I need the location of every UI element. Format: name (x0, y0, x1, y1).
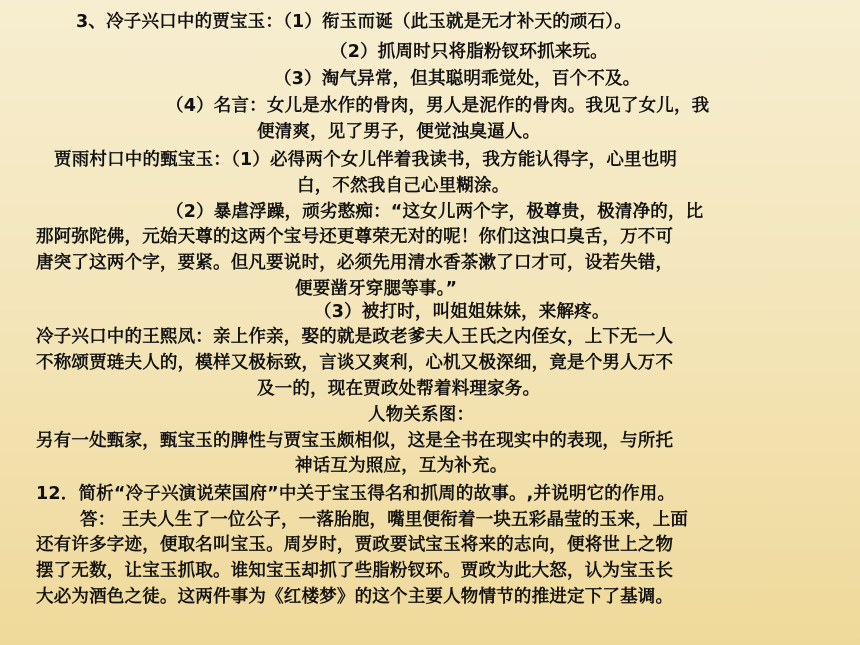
text-line-8: （2）暴虐浮躁，顽劣憨痴：“这女儿两个字，极尊贵，极清净的，比 (166, 202, 704, 222)
text-line-22: 摆了无数，让宝玉抓取。谁知宝玉却抓了些脂粉钗环。贾政为此大怒，认为宝玉长 (36, 561, 674, 581)
text-line-6: 贾雨村口中的甄宝玉：（1）必得两个女儿伴着我读书，我方能认得字，心里也明 (54, 150, 678, 170)
text-line-15: 及一的，现在贾政处帮着料理家务。 (257, 379, 541, 399)
text-line-11: 便要凿牙穿腮等事。” (295, 279, 458, 299)
text-line-2: （2）抓周时只将脂粉钗环抓来玩。 (330, 42, 608, 62)
text-line-5: 便清爽，见了男子，便觉浊臭逼人。 (257, 122, 541, 142)
text-line-14: 不称颂贾琏夫人的，模样又极标致，言谈又爽利，心机又极深细，竟是个男人万不 (36, 353, 674, 373)
text-line-21: 还有许多字迹，便取名叫宝玉。周岁时，贾政要试宝玉将来的志向，便将世上之物 (36, 535, 674, 555)
text-line-1: 3、冷子兴口中的贾宝玉：（1）衔玉而诞（此玉就是无才补天的顽石）。 (76, 12, 632, 32)
text-line-12: （3）被打时，叫姐姐妹妹，来解疼。 (314, 302, 610, 322)
text-line-13: 冷子兴口中的王熙凤：亲上作亲，娶的就是政老爹夫人王氏之内侄女，上下无一人 (36, 327, 674, 347)
text-line-17: 另有一处甄家，甄宝玉的脾性与贾宝玉颇相似，这是全书在现实中的表现，与所托 (36, 431, 674, 451)
text-line-20: 答： 王夫人生了一位公子，一落胎胞，嘴里便衔着一块五彩晶莹的玉来，上面 (80, 510, 689, 530)
text-line-7: 白，不然我自己心里糊涂。 (297, 176, 510, 196)
text-line-4: （4）名言：女儿是水作的骨肉，男人是泥作的骨肉。我见了女儿，我 (166, 96, 710, 116)
text-line-9: 那阿弥陀佛，元始天尊的这两个宝号还更尊荣无对的呢！你们这浊口臭舌，万不可 (36, 227, 674, 247)
text-line-19: 12．简析“冷子兴演说荣国府”中关于宝玉得名和抓周的故事。,并说明它的作用。 (36, 484, 676, 504)
text-line-23: 大必为酒色之徒。这两件事为《红楼梦》的这个主要人物情节的推进定下了基调。 (36, 587, 674, 607)
text-line-18: 神话互为照应，互为补充。 (295, 456, 508, 476)
text-line-3: （3）淘气异常，但其聪明乖觉处，百个不及。 (274, 69, 641, 89)
text-line-10: 唐突了这两个字，要紧。但凡要说时，必须先用清水香茶漱了口才可，设若失错， (36, 253, 674, 273)
text-line-16: 人物关系图： (368, 405, 475, 425)
